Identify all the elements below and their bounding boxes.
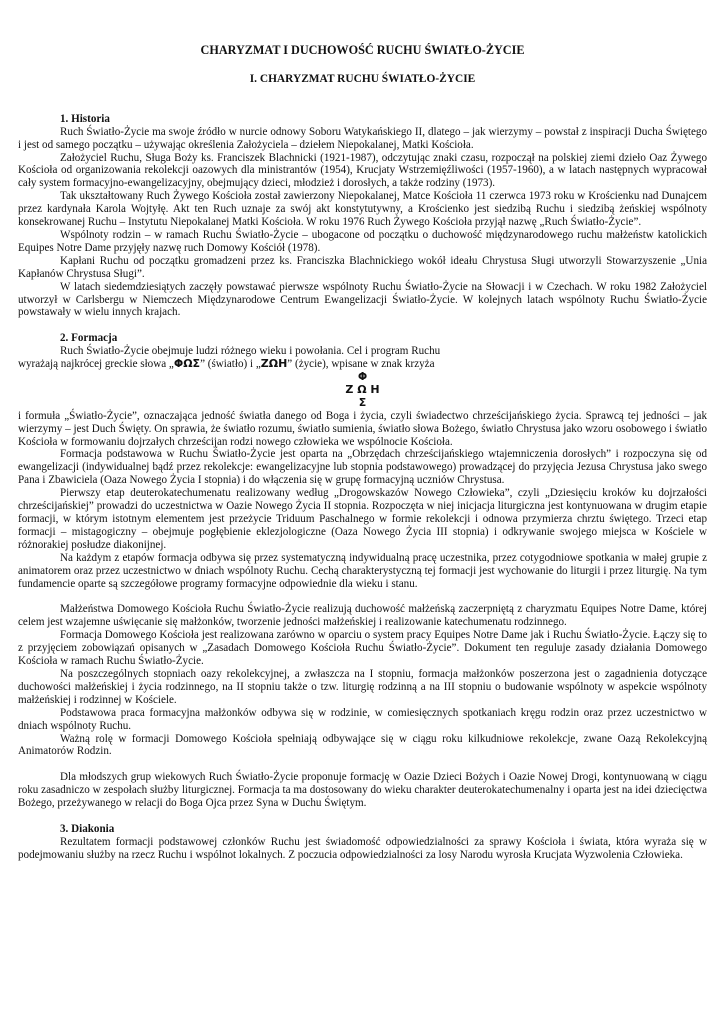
- spacer: [18, 758, 707, 771]
- paragraph: Na każdym z etapów formacja odbywa się przez systematyczną indywidualną pracę uczestnika, przez cotygodniowe spotkania w małej grupie z animatorem oraz przez uczestnictwo w dniach wspólnoty Ruchu. Cechą charakterystyczną tej formacji jest wychowanie do liturgii i przez liturgię. Na tym fundamencie oparte są szczegółowe programy formacyjne odpowiednie dla wieku i stanu.: [18, 551, 707, 590]
- section-heading-historia: 1. Historia: [60, 112, 110, 125]
- paragraph: Założyciel Ruchu, Sługa Boży ks. Franciszek Blachnicki (1921-1987), odczytując znaki czasu, rozpoczął na polskiej ziemi dzieło Oaz Żywego Kościoła od organizowania rekolekcji oazowych dla ministrantów (1954), Krucjaty Wstrzemięźliwości (1957-1960), a w latach następnych wypracował cały system formacyjno-ewangelizacyjny, obejmujący dzieci, młodzież i dorosłych, a także rodziny (1973).: [18, 151, 707, 190]
- paragraph: Ważną rolę w formacji Domowego Kościoła spełniają odbywające się w ciągu roku kilkudniowe rekolekcje, zwane Oazą Rekolekcyjną Animatorów Rodzin.: [18, 732, 707, 758]
- paragraph: Podstawowa praca formacyjna małżonków odbywa się w rodzinie, w comiesięcznych spotkaniach kręgu rodzin oraz przez uczestnictwo w dniach wspólnoty Ruchu.: [18, 706, 707, 732]
- section-heading-formacja: 2. Formacja: [60, 332, 118, 345]
- cross-sign: [18, 371, 707, 410]
- greek-word-phos: ΦΩΣ: [173, 357, 201, 371]
- greek-word-zoe: ΖΩΗ: [260, 357, 288, 371]
- cross-bottom-letter: Σ: [358, 395, 367, 409]
- paragraph: Ruch Światło-Życie ma swoje źródło w nurcie odnowy Soboru Watykańskiego II, dlatego – jak wierzymy – powstał z inspiracji Ducha Świętego i jest od samego początku – używając określenia Założyciela – dziełem Niepokalanej, Matki Kościoła.: [18, 125, 707, 151]
- paragraph: W latach siedemdziesiątych zaczęły powstawać pierwsze wspólnoty Ruchu Światło-Życie na Słowacji i w Czechach. W roku 1982 Założyciel utworzył w Carlsbergu w Niemczech Międzynarodowe Centrum Ewangelizacji Światło-Życie. W kolejnych latach wspólnoty Ruchu Światło-Życie powstawały w wielu innych krajach.: [18, 280, 707, 319]
- paragraph: Kapłani Ruchu od początku gromadzeni przez ks. Franciszka Blachnickiego wokół ideału Chrystusa Sługi utworzyli Stowarzyszenie „Unia Kapłanów Chrystusa Sługi”.: [18, 254, 707, 280]
- spacer: [18, 590, 707, 603]
- paragraph: Tak ukształtowany Ruch Żywego Kościoła został zawierzony Niepokalanej, Matce Kościoła 11 czerwca 1973 roku w Krościenku nad Dunajcem przez kardynała Karola Wojtyłę. Akt ten Ruch uznaje za swój akt konstytutywny, a Krościenko jest siedzibą Ruchu i siedzibą żeńskiej wspólnoty konsekrowanej Ruchu – Instytutu Niepokalanej Matki Kościoła. W roku 1976 Ruch Żywego Kościoła przyjął nazwę „Ruch Światło-Życie”.: [18, 190, 707, 229]
- document-title: CHARYZMAT I DUCHOWOŚĆ RUCHU ŚWIATŁO-ŻYCIE: [200, 43, 525, 57]
- text-run: ” (życie), wpisane w znak krzyża: [287, 358, 435, 371]
- paragraph: Na poszczególnych stopniach oazy rekolekcyjnej, a zwłaszcza na I stopniu, formacja małżonków poszerzona jest o zagadnienia dotyczące duchowości małżeńskiej i życia rodzinnego, na II stopniu także o tzw. liturgię rodzinną a na III stopniu o budowanie wspólnoty w aspekcie wspólnoty małżeńskiej i rodzinnej w Kościele.: [18, 667, 707, 706]
- paragraph: i formuła „Światło-Życie”, oznaczająca jedność światła danego od Boga i życia, czyli świadectwo chrześcijańskiego życia. Sprawcą tej jedności – jak wierzymy – jest Duch Święty. On sprawia, że światło rozumu, światło sumienia, światło słowa Bożego, światło Chrystusa jako wzoru osobowego i światło Kościoła w formowaniu dojrzałych chrześcijan rodzi nowego człowieka we wspólnocie Kościoła.: [18, 409, 707, 448]
- text-run: wyrażają najkrócej greckie słowa „: [18, 358, 174, 371]
- paragraph: Małżeństwa Domowego Kościoła Ruchu Światło-Życie realizują duchowość małżeńską zaczerpniętą z charyzmatu Equipes Notre Dame, której celem jest wzajemne uświęcanie się małżonków, tworzenie jedności małżeńskiej i realizowanie katechumenatu rodzinnego.: [18, 603, 707, 629]
- text-run: ” (światło) i „: [200, 358, 261, 371]
- section-heading-diakonia: 3. Diakonia: [60, 823, 115, 836]
- paragraph: Formacja Domowego Kościoła jest realizowana zarówno w oparciu o system pracy Equipes Notre Dame jak i Ruchu Światło-Życie. Łączy się to z przyjęciem zobowiązań opisanych w „Zasadach Domowego Kościoła Ruchu Światło-Życie”. Dokument ten reguluje zasady działania Domowego Kościoła w ramach Ruchu Światło-Życie.: [18, 629, 707, 668]
- paragraph: Wspólnoty rodzin – w ramach Ruchu Światło-Życie – ubogacone od początku o duchowość międzynarodowego ruchu małżeństw katolickich Equipes Notre Dame przyjęły nazwę ruch Domowy Kościół (1978).: [18, 228, 707, 254]
- paragraph: Dla młodszych grup wiekowych Ruch Światło-Życie proponuje formację w Oazie Dzieci Bożych i Oazie Nowej Drogi, kontynuowaną w ciągu roku zasadniczo w zespołach służby liturgicznej. Formacja ta ma dostosowany do wieku charakter deuterokatechumenalny i oparta jest na idei dziecięctwa Bożego, przeżywanego w relacji do Boga Ojca przez Syna w Duchu Świętym.: [18, 771, 707, 810]
- paragraph: Rezultatem formacji podstawowej członków Ruchu jest świadomość odpowiedzialności za sprawy Kościoła i świata, która wyraża się w podejmowaniu służby na rzecz Ruchu i wspólnot lokalnych. Z poczucia odpowiedzialności za losy Narodu wyrosła Krucjata Wyzwolenia Człowieka.: [18, 835, 707, 861]
- paragraph: Ruch Światło-Życie obejmuje ludzi różnego wieku i powołania. Cel i program Ruchu: [60, 345, 441, 358]
- paragraph: Formacja podstawowa w Ruchu Światło-Życie jest oparta na „Obrzędach chrześcijańskiego wtajemniczenia dorosłych” i rozpoczyna się od ewangelizacji (indywidualnej bądź przez rekolekcje: ewangelizacyjne lub stopnia podstawowego) prowadzącej do przyjęcia Jezusa Chrystusa jako swego Pana i Zbawiciela (Oaza Nowego Życia I stopnia) i do włączenia się w grupę formacyjną uczniów Chrystusa.: [18, 448, 707, 487]
- paragraph: Pierwszy etap deuterokatechumenatu realizowany według „Drogowskazów Nowego Człowieka”, czyli „Dziesięciu kroków ku dojrzałości chrześcijańskiej” prowadzi do uczestnictwa w Oazie Nowego Życia II stopnia. Rozpoczęta w niej inicjacja liturgiczna jest kontynuowana w drugim etapie formacji, w którym istotnym elementem jest przeżycie Triduum Paschalnego w formie rekolekcji i odnowa przymierza chrztu świętego. Trzeci etap formacji – mistagogiczny – obejmuje pogłębienie eklezjologiczne (Oaza Nowego Życia III stopnia) i odkrywanie swojego miejsca w Kościele w różnorakiej posłudze diakonijnej.: [18, 487, 707, 551]
- spacer: [18, 319, 707, 332]
- cross-top-letter: Φ: [357, 370, 368, 384]
- spacer: [18, 810, 707, 823]
- chapter-title: I. CHARYZMAT RUCHU ŚWIATŁO-ŻYCIE: [249, 72, 476, 85]
- cross-middle-letters: Ζ Ω Η: [345, 382, 380, 396]
